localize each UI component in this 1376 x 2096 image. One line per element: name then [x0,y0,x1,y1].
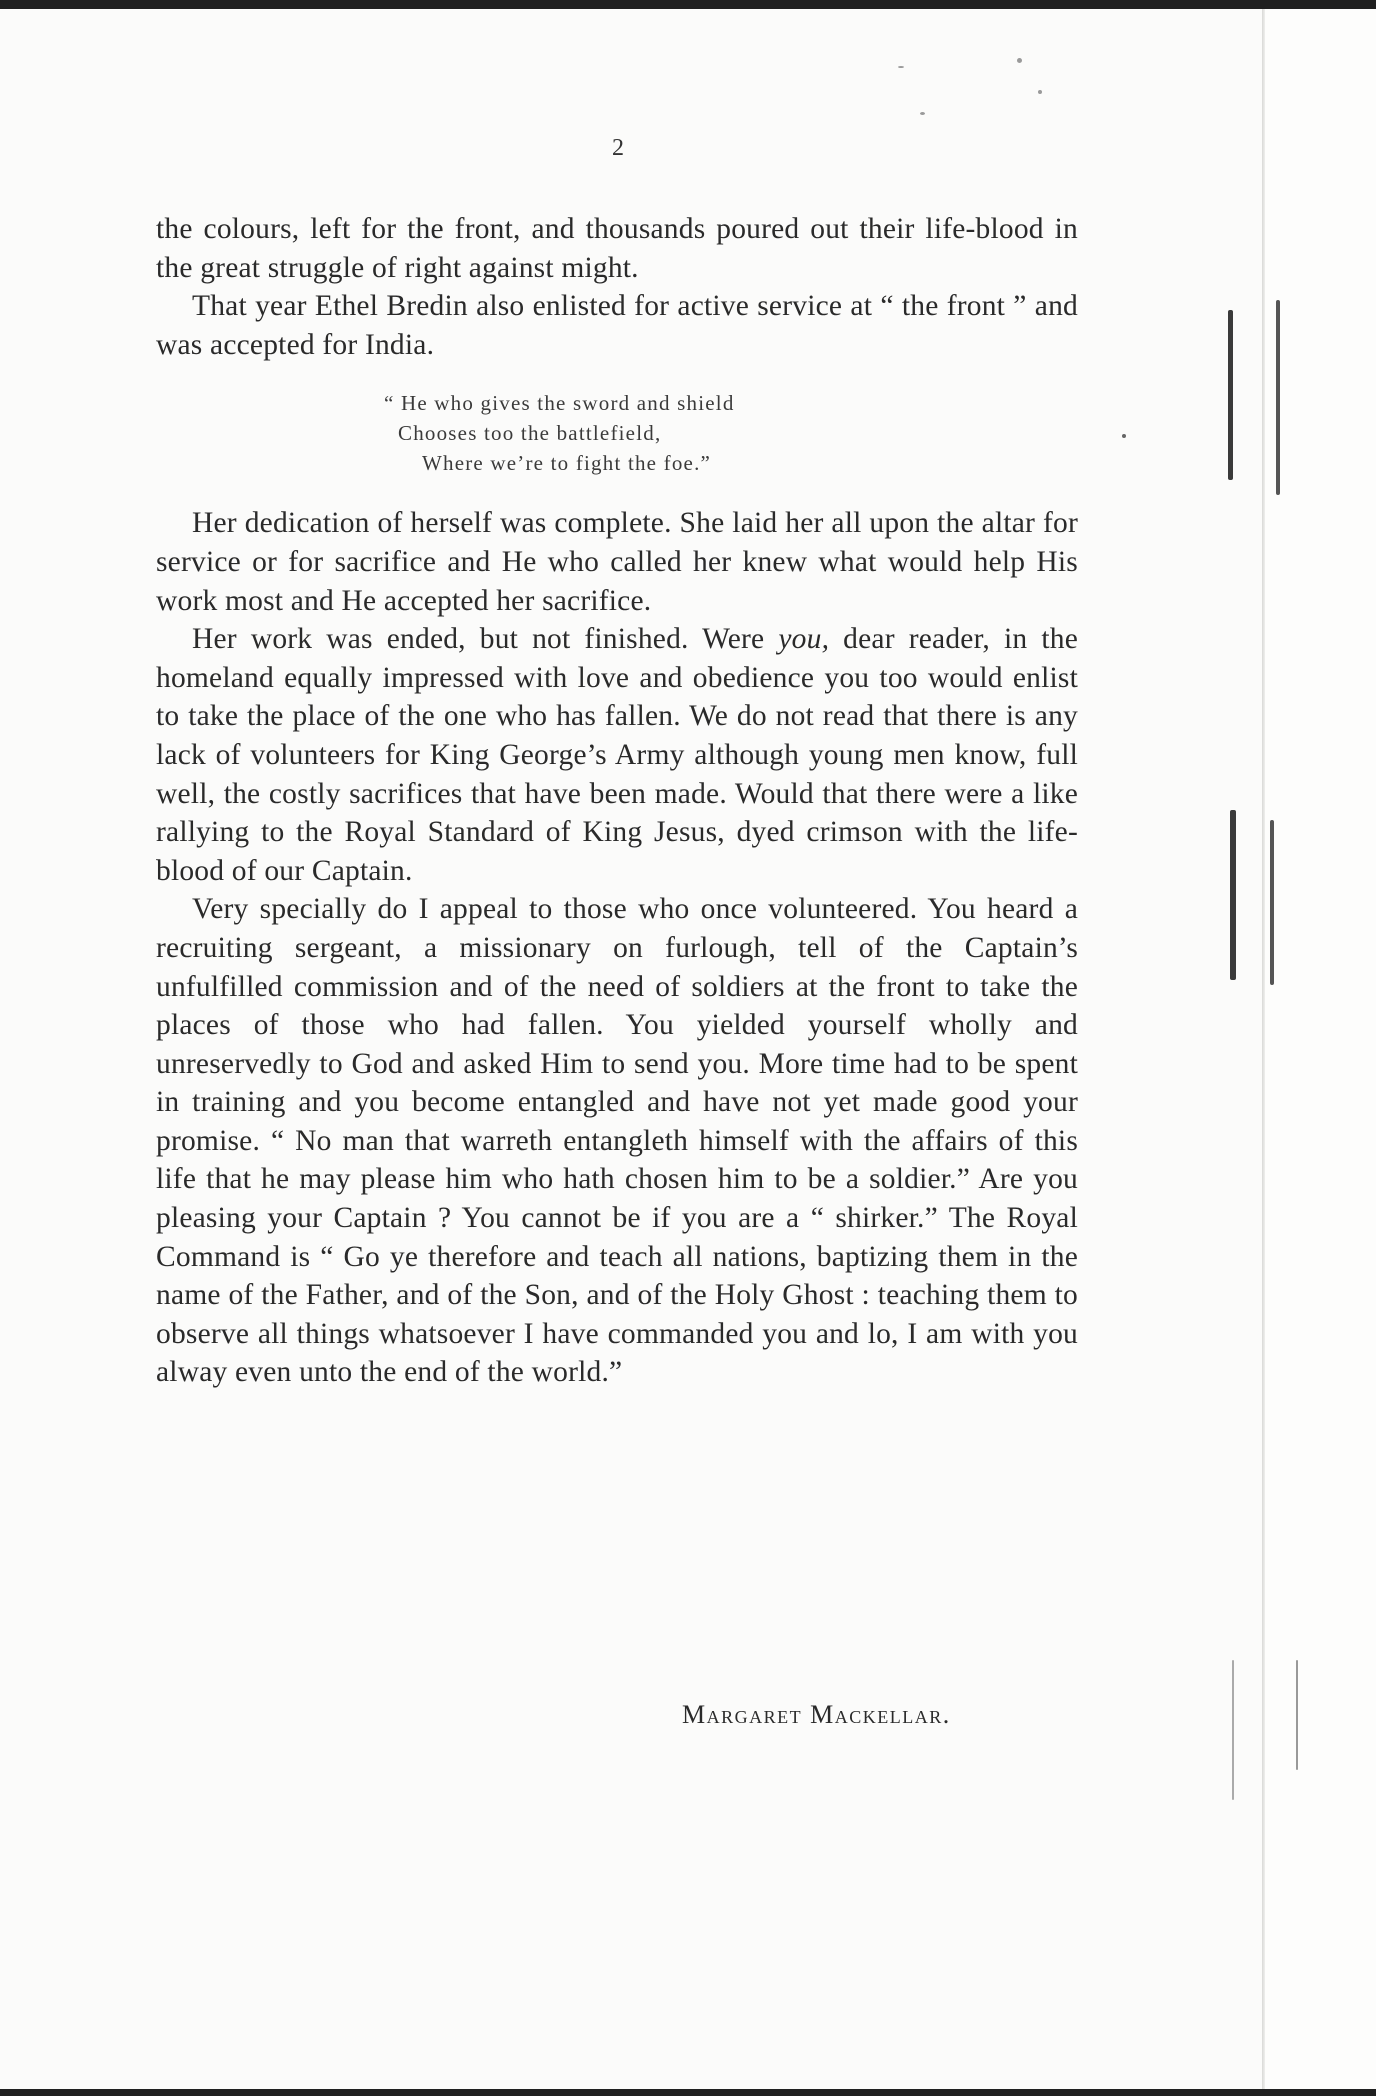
page-number: 2 [612,135,624,161]
author-signature: Margaret Mackellar. [682,1700,951,1729]
emphasis-text: you, [778,623,830,656]
paragraph: Very specially do I appeal to those who once volunteered. You heard a recruiting sergeant, a missionary on furlough, tell of the Captain’s unfulfilled commission and of the need of soldiers at the front to take the places of those who had fallen. You yielded yourself wholly and unreservedly to God and asked Him to send you. More time had to be spent in training and you become entangled and have not yet made good your promise. “ No man that warreth entangleth himself with the affairs of this life that he may please him who hath chosen him to be a soldier.” Are you pleasing your Captain ? You cannot be if you are a “ shirker.” The Royal Command is “ Go ye therefore and teach all nations, baptizing them in the name of the Father, and of the Son, and of the Holy Ghost : teaching them to observe all things whatsoever I have commanded you and lo, I am with you alway even unto the end of the world.” [156,893,1078,1389]
page-fold-edge [1262,9,1265,2089]
scan-speck [898,66,904,68]
scan-speck [1038,90,1042,94]
scan-bottom-border [0,2089,1376,2096]
scan-speck [1017,58,1022,63]
paragraph-text: dear reader, in the homeland equally impressed with love and obedience you too would enlist to take the place of the one who has fallen. We do not read that there is any lack of volunteers for King George’s Army although young men know, full well, the costly sacrifices that have been made. Would that there were a like rallying to the Royal Standard of King Jesus, dyed crimson with the life-blood of our Captain. [156,623,1079,887]
binding-mark [1296,1660,1298,1770]
binding-mark [1276,300,1280,495]
paragraph: That year Ethel Bredin also enlisted for active service at “ the front ” and was accepted for India. [156,290,1078,361]
poem-quote [384,388,1078,478]
scan-top-border [0,0,1376,9]
body-text [156,210,1078,1392]
binding-mark [1232,1660,1234,1800]
paragraph-text: Her work was ended, but not finished. Were [192,623,779,656]
paragraph: Her dedication of herself was complete. She laid her all upon the altar for service or for sacrifice and He who called her knew what would help His work most and He accepted her sacrifice. [156,507,1078,617]
poem-line: Where we’re to fight the foe.” [422,451,712,476]
binding-mark [1228,310,1233,480]
page-margin-right [1265,9,1376,2089]
poem-line: Chooses too the battlefield, [398,421,662,446]
scan-speck [920,112,925,115]
binding-mark [1270,820,1274,985]
scan-speck [1122,434,1126,438]
paragraph [156,620,1078,890]
binding-mark [1230,810,1236,980]
paragraph: the colours, left for the front, and thousands poured out their life-blood in the great struggle of right against might. [156,213,1078,284]
poem-line: “ He who gives the sword and shield [384,391,735,416]
